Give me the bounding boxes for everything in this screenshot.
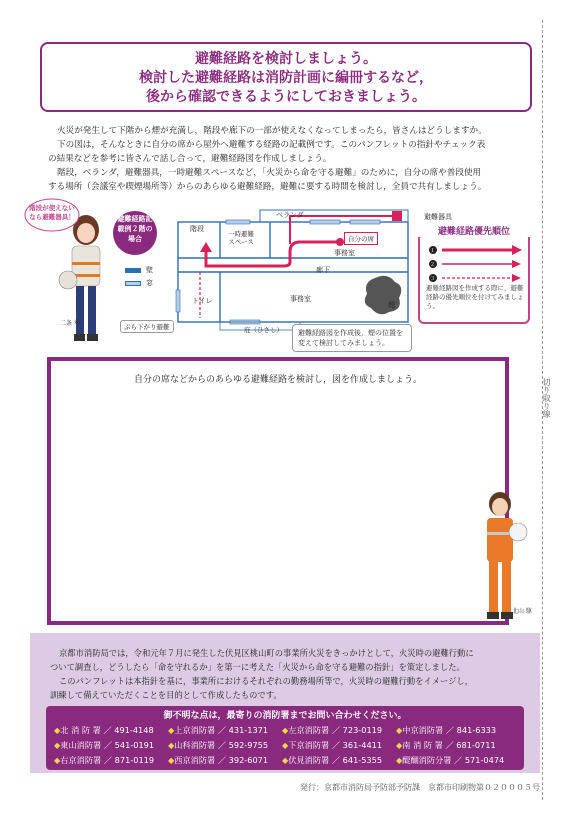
smoke-note: 避難経路図を作成後，煙の位置を変えて検討してみましょう。 [292, 324, 412, 352]
diamond-icon: ◆ [168, 755, 175, 765]
example-badge: 避難経路記載例２階の場合 [117, 215, 153, 243]
diamond-icon: ◆ [396, 725, 403, 735]
bottom-para2-line1: このパンフレットは本指針を基に，事業所におけるそれぞれの勤務場所等で，火災時の避難行動をイメージし， [59, 676, 474, 686]
diamond-icon: ◆ [54, 740, 61, 750]
diamond-icon: ◆ [282, 755, 289, 765]
bottom-para2-line2: 訓練して備えていただくことを目的として作成したものです。 [50, 690, 282, 700]
label-staircase: 階段 [190, 225, 204, 233]
my-seat-marker [336, 238, 344, 246]
priority-num-2: ２ [430, 262, 436, 268]
intro-line-3: の結果などを参考に皆さんで話し合って，避難経路図を作成しましょう。 [48, 154, 332, 164]
priority-note: 避難経路図を作成する際に，避難経路の優先順位を付けてみましょう。 [426, 284, 524, 310]
title-box [40, 42, 532, 112]
station-entry: ◆山科消防署 ／ 592-9755 [168, 740, 269, 750]
cut-label: 切り取り線 [542, 378, 551, 418]
diamond-icon: ◆ [396, 755, 403, 765]
worksheet-prompt: 自分の席などからのあらゆる避難経路を検討し，図を作成しましょう。 [133, 375, 422, 385]
diamond-icon: ◆ [54, 755, 61, 765]
station-entry: ◆下京消防署 ／ 361-4411 [282, 740, 383, 750]
label-escape-device: 避難器具 [424, 213, 452, 221]
label-toilet: トイレ [192, 297, 213, 305]
station-entry: ◆北 消 防 署 ／ 491-4148 [54, 725, 154, 735]
intro-line-1: 火災が発生して下階から煙が充満し，階段や廊下の一部が使えなくなってしまったら，皆さんはどうしますか。 [57, 126, 487, 136]
contact-title: 御不明な点は，最寄りの消防署までお問い合わせください。 [163, 711, 407, 721]
station-entry: ◆左京消防署 ／ 723-0119 [282, 725, 383, 735]
priority-legend-lines [426, 244, 524, 284]
label-eaves: 庇（ひさし） [244, 326, 283, 334]
diamond-icon: ◆ [282, 740, 289, 750]
station-entry: ◆上京消防署 ／ 431-1371 [168, 725, 269, 735]
bottom-para1-line2: ついて調査し，どうしたら「命を守れるか」を第一に考えた「火災から命を守る避難の指針」を策定しました。 [50, 662, 465, 672]
station-entry: ◆南 消 防 署 ／ 681-0711 [396, 740, 496, 750]
label-my-seat: 自分の席 [344, 232, 378, 245]
legend-window-label: 窓 [146, 279, 153, 287]
station-entry: ◆西京消防署 ／ 392-6071 [168, 755, 269, 765]
station-entry: ◆中京消防署 ／ 841-6333 [396, 725, 497, 735]
person-right-name: 北山 駆 [512, 608, 532, 615]
station-entry: ◆東山消防署 ／ 541-0191 [54, 740, 155, 750]
diamond-icon: ◆ [282, 725, 289, 735]
escape-device-marker [392, 211, 402, 221]
label-veranda: ベランダ [276, 211, 304, 219]
label-temp-space: 一時避難スペース [228, 230, 254, 246]
intro-line-2: 下の図は，そんなときに自分の席から屋外へ避難する経路の記載例です。このパンフレットの指針やチェック表 [57, 140, 486, 150]
legend-window-swatch [125, 281, 141, 286]
diamond-icon: ◆ [54, 725, 61, 735]
label-office-1: 事務室 [334, 249, 355, 257]
label-office-2: 事務室 [290, 295, 311, 303]
legend-wall-label: 壁 [146, 266, 153, 274]
label-hanging-evacuation: ぶら下がり避難 [120, 320, 174, 333]
bottom-para1-line1: 京都市消防局では，令和元年７月に発生した伏見区桃山町の事業所火災をきっかけとして，火災時の避難行動に [59, 648, 474, 658]
station-entry: ◆右京消防署 ／ 871-0119 [54, 755, 155, 765]
worksheet-area[interactable] [47, 357, 509, 625]
legend-wall-swatch [125, 268, 141, 273]
priority-num-1: １ [430, 248, 436, 254]
diamond-icon: ◆ [168, 725, 175, 735]
smoke-cloud [365, 276, 402, 315]
diamond-icon: ◆ [168, 740, 175, 750]
person-left-name: 二条 葵 [60, 320, 80, 327]
title-line-3: 後から確認できるようにしておきましょう。 [146, 89, 426, 105]
priority-num-3: ３ [430, 276, 436, 282]
station-entry: ◆伏見消防署 ／ 641-5355 [282, 755, 383, 765]
diamond-icon: ◆ [396, 740, 403, 750]
title-line-2: 検討した避難経路は消防計画に編冊するなど， [139, 70, 433, 86]
priority-title: 避難経路優先順位 [418, 224, 530, 237]
station-entry: ◆醍醐消防分署 ／ 571-0474 [396, 755, 505, 765]
intro-line-5: する場所（会議室や喫煙場所等）からのあらゆる避難経路，避難に要する時間を検討し，全員で共有しましょう。 [48, 182, 487, 192]
title-line-1: 避難経路を検討しましょう。 [195, 51, 377, 67]
intro-line-4: 階段，ベランダ，避難器具，一時避難スペースなど，「火災から命を守る避難」のために，自分の席や普段使用 [57, 168, 482, 178]
speech-bubble: 階段が使えないなら避難器具！ [29, 204, 75, 221]
footer-publisher: 発行：京都市消防局予防部予防課 京都市印刷物第０２０００５号 [300, 783, 540, 792]
label-corridor: 廊下 [316, 266, 330, 274]
label-smoke: 煙 [388, 301, 395, 309]
